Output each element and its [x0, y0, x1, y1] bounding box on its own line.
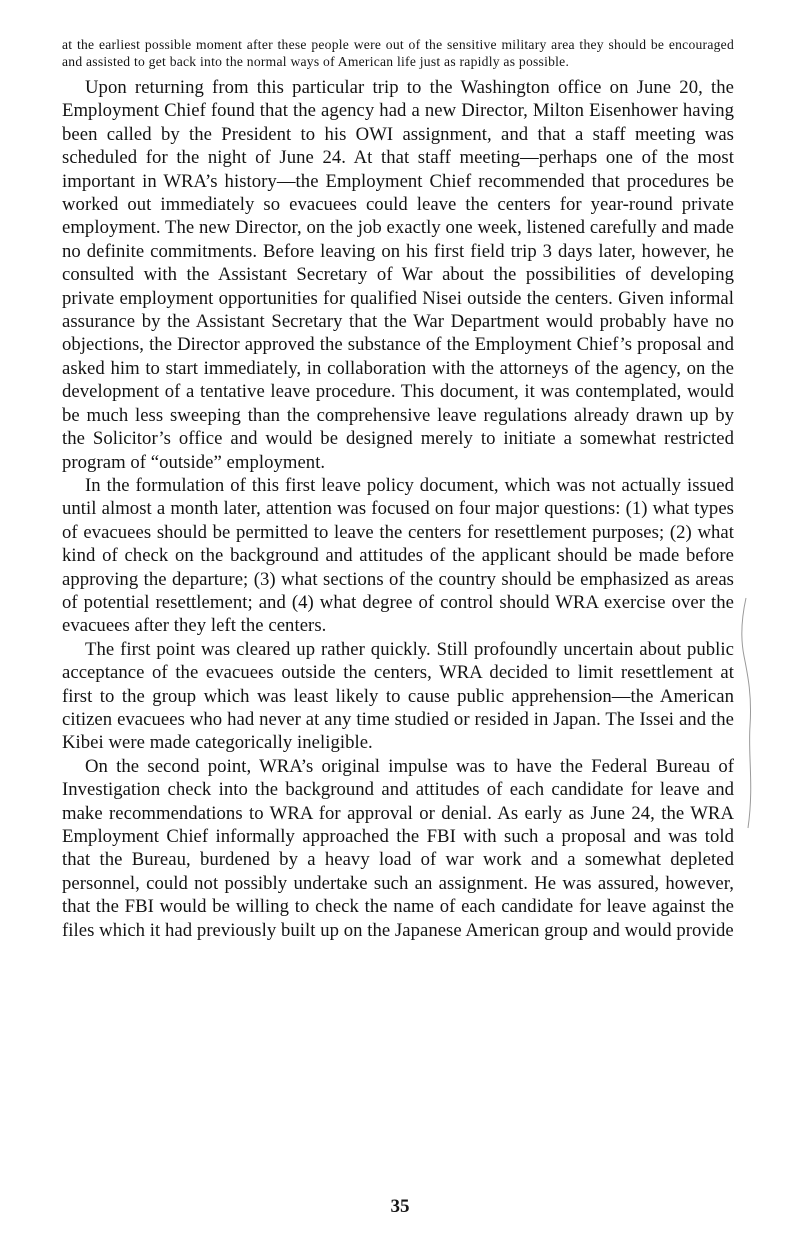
- page-body: [62, 36, 734, 942]
- page-number: 35: [390, 1196, 410, 1217]
- margin-pencil-mark: [738, 596, 762, 832]
- body-paragraph-4: On the second point, WRA’s original impulse was to have the Federal Bureau of Investigation check into the background and attitudes of each candidate for leave and make recommendations to WRA for approval or denial. As early as June 24, the WRA Employment Chief informally approached the FBI with such a proposal and was told that the Bureau, burdened by a heavy load of war work and a somewhat depleted personnel, could not possibly undertake such an assignment. He was assured, however, that the FBI would be willing to check the name of each candidate for leave against the files which it had previously built up on the Japanese American group and would provide: [62, 755, 734, 941]
- body-paragraph-3: The first point was cleared up rather quickly. Still profoundly uncertain about public acceptance of the evacuees outside the centers, WRA decided to limit resettlement at first to the group which was least likely to cause public apprehension—the American citizen evacuees who had never at any time studied or resided in Japan. The Issei and the Kibei were made categorically ineligible.: [62, 638, 734, 754]
- intro-paragraph: at the earliest possible moment after these people were out of the sensitive military area they should be encouraged and assisted to get back into the normal ways of American life just as rapidly as possible.: [62, 37, 734, 69]
- body-paragraph-1: Upon returning from this particular trip to the Washington office on June 20, the Employment Chief found that the agency had a new Director, Milton Eisenhower having been called by the President to his OWI assignment, and that a staff meeting was scheduled for the night of June 24. At that staff meeting—perhaps one of the most important in WRA’s history—the Employment Chief recommended that procedures be worked out immediately so evacuees could leave the centers for year-round private employment. The new Director, on the job exactly one week, listened carefully and made no definite commitments. Before leaving on his first field trip 3 days later, however, he consulted with the Assistant Secretary of War about the possibilities of developing private employment opportunities for qualified Nisei outside the centers. Given informal assurance by the Assistant Secretary that the War Department would probably have no objections, the Director approved the substance of the Employment Chief’s proposal and asked him to start immediately, in collaboration with the attorneys of the agency, on the development of a tentative leave procedure. This document, it was contemplated, would be much less sweeping than the comprehensive leave regulations already drawn up by the Solicitor’s office and would be designed merely to initiate a somewhat restricted program of “outside” employment.: [62, 77, 734, 473]
- body-paragraph-2: In the formulation of this first leave policy document, which was not actually issued until almost a month later, attention was focused on four major questions: (1) what types of evacuees should be permitted to leave the centers for resettlement purposes; (2) what kind of check on the background and attitudes of the applicant should be made before approving the departure; (3) what sections of the country should be emphasized as areas of potential resettlement; and (4) what degree of control should WRA exercise over the evacuees after they left the centers.: [62, 474, 734, 637]
